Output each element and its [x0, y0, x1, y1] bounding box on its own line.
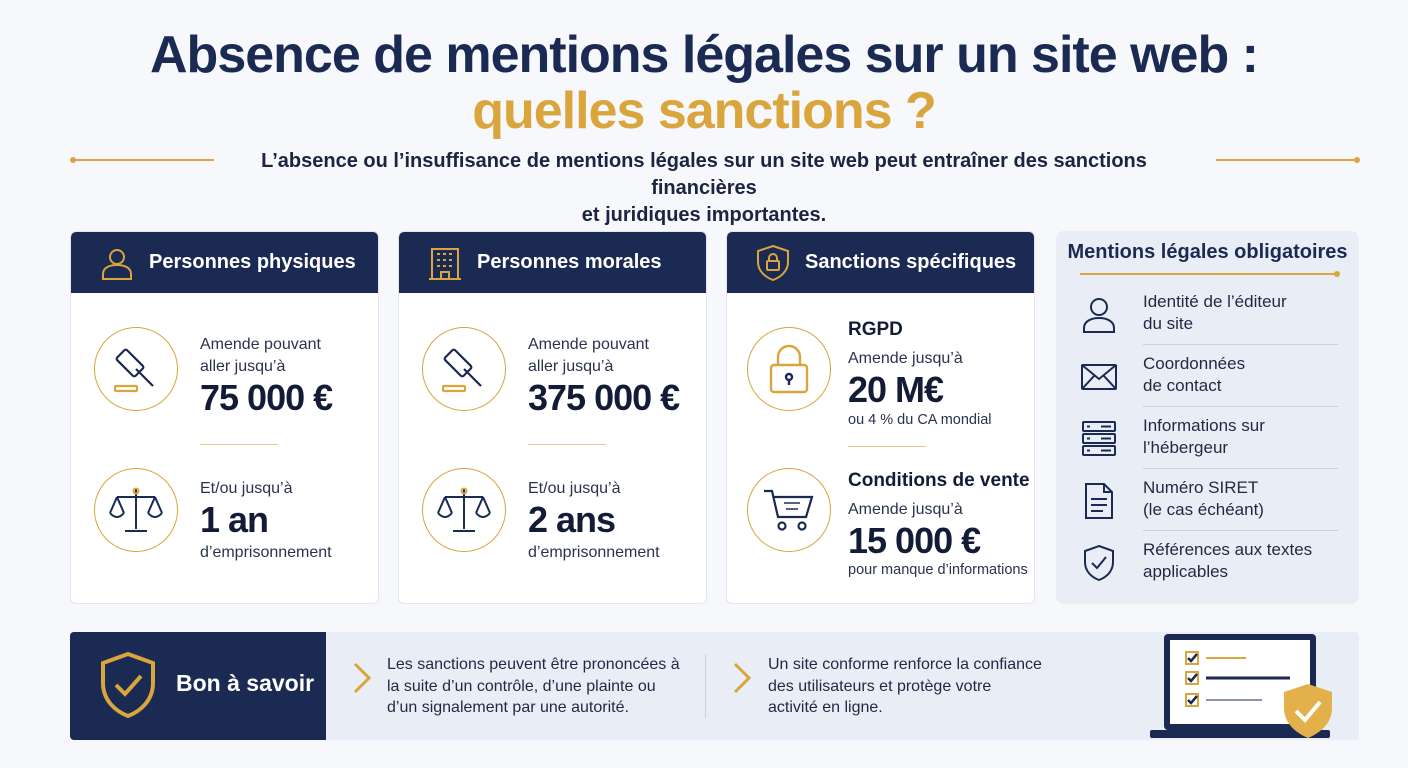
- gavel-icon: [422, 327, 506, 411]
- mention-item: Informations sur l’hébergeur: [1056, 407, 1359, 469]
- person-icon: [97, 243, 137, 283]
- gavel-icon: [94, 327, 178, 411]
- card-header-label: Personnes physiques: [149, 251, 356, 273]
- envelope-icon: [1078, 357, 1120, 397]
- banner-point-2: Un site conforme renforce la confiance des utilisateurs et protège votre activité en ligne.: [768, 656, 1042, 716]
- prison-value: 1 an: [200, 499, 269, 540]
- page-title: Absence de mentions légales sur un site web :: [150, 26, 1258, 84]
- sales-amount: 15 000 €: [848, 520, 981, 561]
- separator: [528, 444, 606, 445]
- decorative-dot: [1334, 271, 1340, 277]
- fine-amount: 375 000 €: [528, 377, 680, 418]
- subtitle: L’absence ou l’insuffisance de mentions légales sur un site web peut entraîner des sanctions financières et juridiques importantes.: [261, 150, 1147, 226]
- page-title-highlight: quelles sanctions ?: [472, 82, 936, 140]
- shield-lock-icon: [753, 243, 793, 283]
- chevron-right-icon: [730, 660, 754, 696]
- info-banner: [70, 632, 1359, 740]
- chevron-right-icon: [350, 660, 374, 696]
- banner-point-1: Les sanctions peuvent être prononcées à la suite d’un contrôle, d’une plainte ou d’un signalement par une autorité.: [387, 656, 680, 716]
- panel-underline: [1080, 273, 1338, 275]
- user-icon: [1078, 295, 1120, 335]
- document-icon: [1078, 481, 1120, 521]
- fine-amount: 75 000 €: [200, 377, 333, 418]
- shield-check-icon: [98, 650, 158, 725]
- mentions-panel: [1056, 231, 1359, 604]
- shield-check-icon: [1078, 543, 1120, 583]
- decorative-line-right: [1216, 159, 1358, 161]
- prison-value: 2 ans: [528, 499, 616, 540]
- rgpd-title: RGPD: [848, 319, 903, 340]
- decorative-dot: [70, 157, 76, 163]
- decorative-line-left: [72, 159, 214, 161]
- mention-item: Coordonnées de contact: [1056, 345, 1359, 407]
- divider: [705, 654, 706, 718]
- banner-header: [70, 632, 326, 740]
- card-personnes-morales: Personnes morales Amende pouvant aller jusqu’à 375 000 € Et/ou jusqu’à 2 ans d’emprisonnement: [398, 231, 707, 604]
- decorative-dot: [1354, 157, 1360, 163]
- mention-item: Numéro SIRET (le cas échéant): [1056, 469, 1359, 531]
- card-header: [399, 232, 706, 293]
- scales-icon: [94, 468, 178, 552]
- card-personnes-physiques: Personnes physiques Amende pouvant aller jusqu’à 75 000 € Et/ou jusqu’à 1 an d’emprisonnement: [70, 231, 379, 604]
- rgpd-amount: 20 M€: [848, 369, 944, 410]
- separator: [848, 446, 926, 447]
- separator: [200, 444, 278, 445]
- padlock-icon: [747, 327, 831, 411]
- card-sanctions-specifiques: Sanctions spécifiques RGPD Amende jusqu’à 20 M€ ou 4 % du CA mondial Conditions de vente Amende jusqu’à 15 000 € pour manque d’informations: [726, 231, 1035, 604]
- card-header-label: Sanctions spécifiques: [805, 251, 1017, 273]
- banner-title: Bon à savoir: [176, 670, 315, 696]
- mention-item: Identité de l’éditeur du site: [1056, 283, 1359, 345]
- sales-title: Conditions de vente: [848, 470, 1030, 491]
- server-icon: [1078, 419, 1120, 459]
- scales-icon: [422, 468, 506, 552]
- panel-title: Mentions légales obligatoires: [1067, 241, 1348, 263]
- card-header: [71, 232, 378, 293]
- card-header: [727, 232, 1034, 293]
- laptop-checklist-icon: [1148, 632, 1348, 740]
- mention-item: Références aux textes applicables: [1056, 531, 1359, 593]
- building-icon: [425, 243, 465, 283]
- cart-icon: [747, 468, 831, 552]
- card-header-label: Personnes morales: [477, 251, 662, 273]
